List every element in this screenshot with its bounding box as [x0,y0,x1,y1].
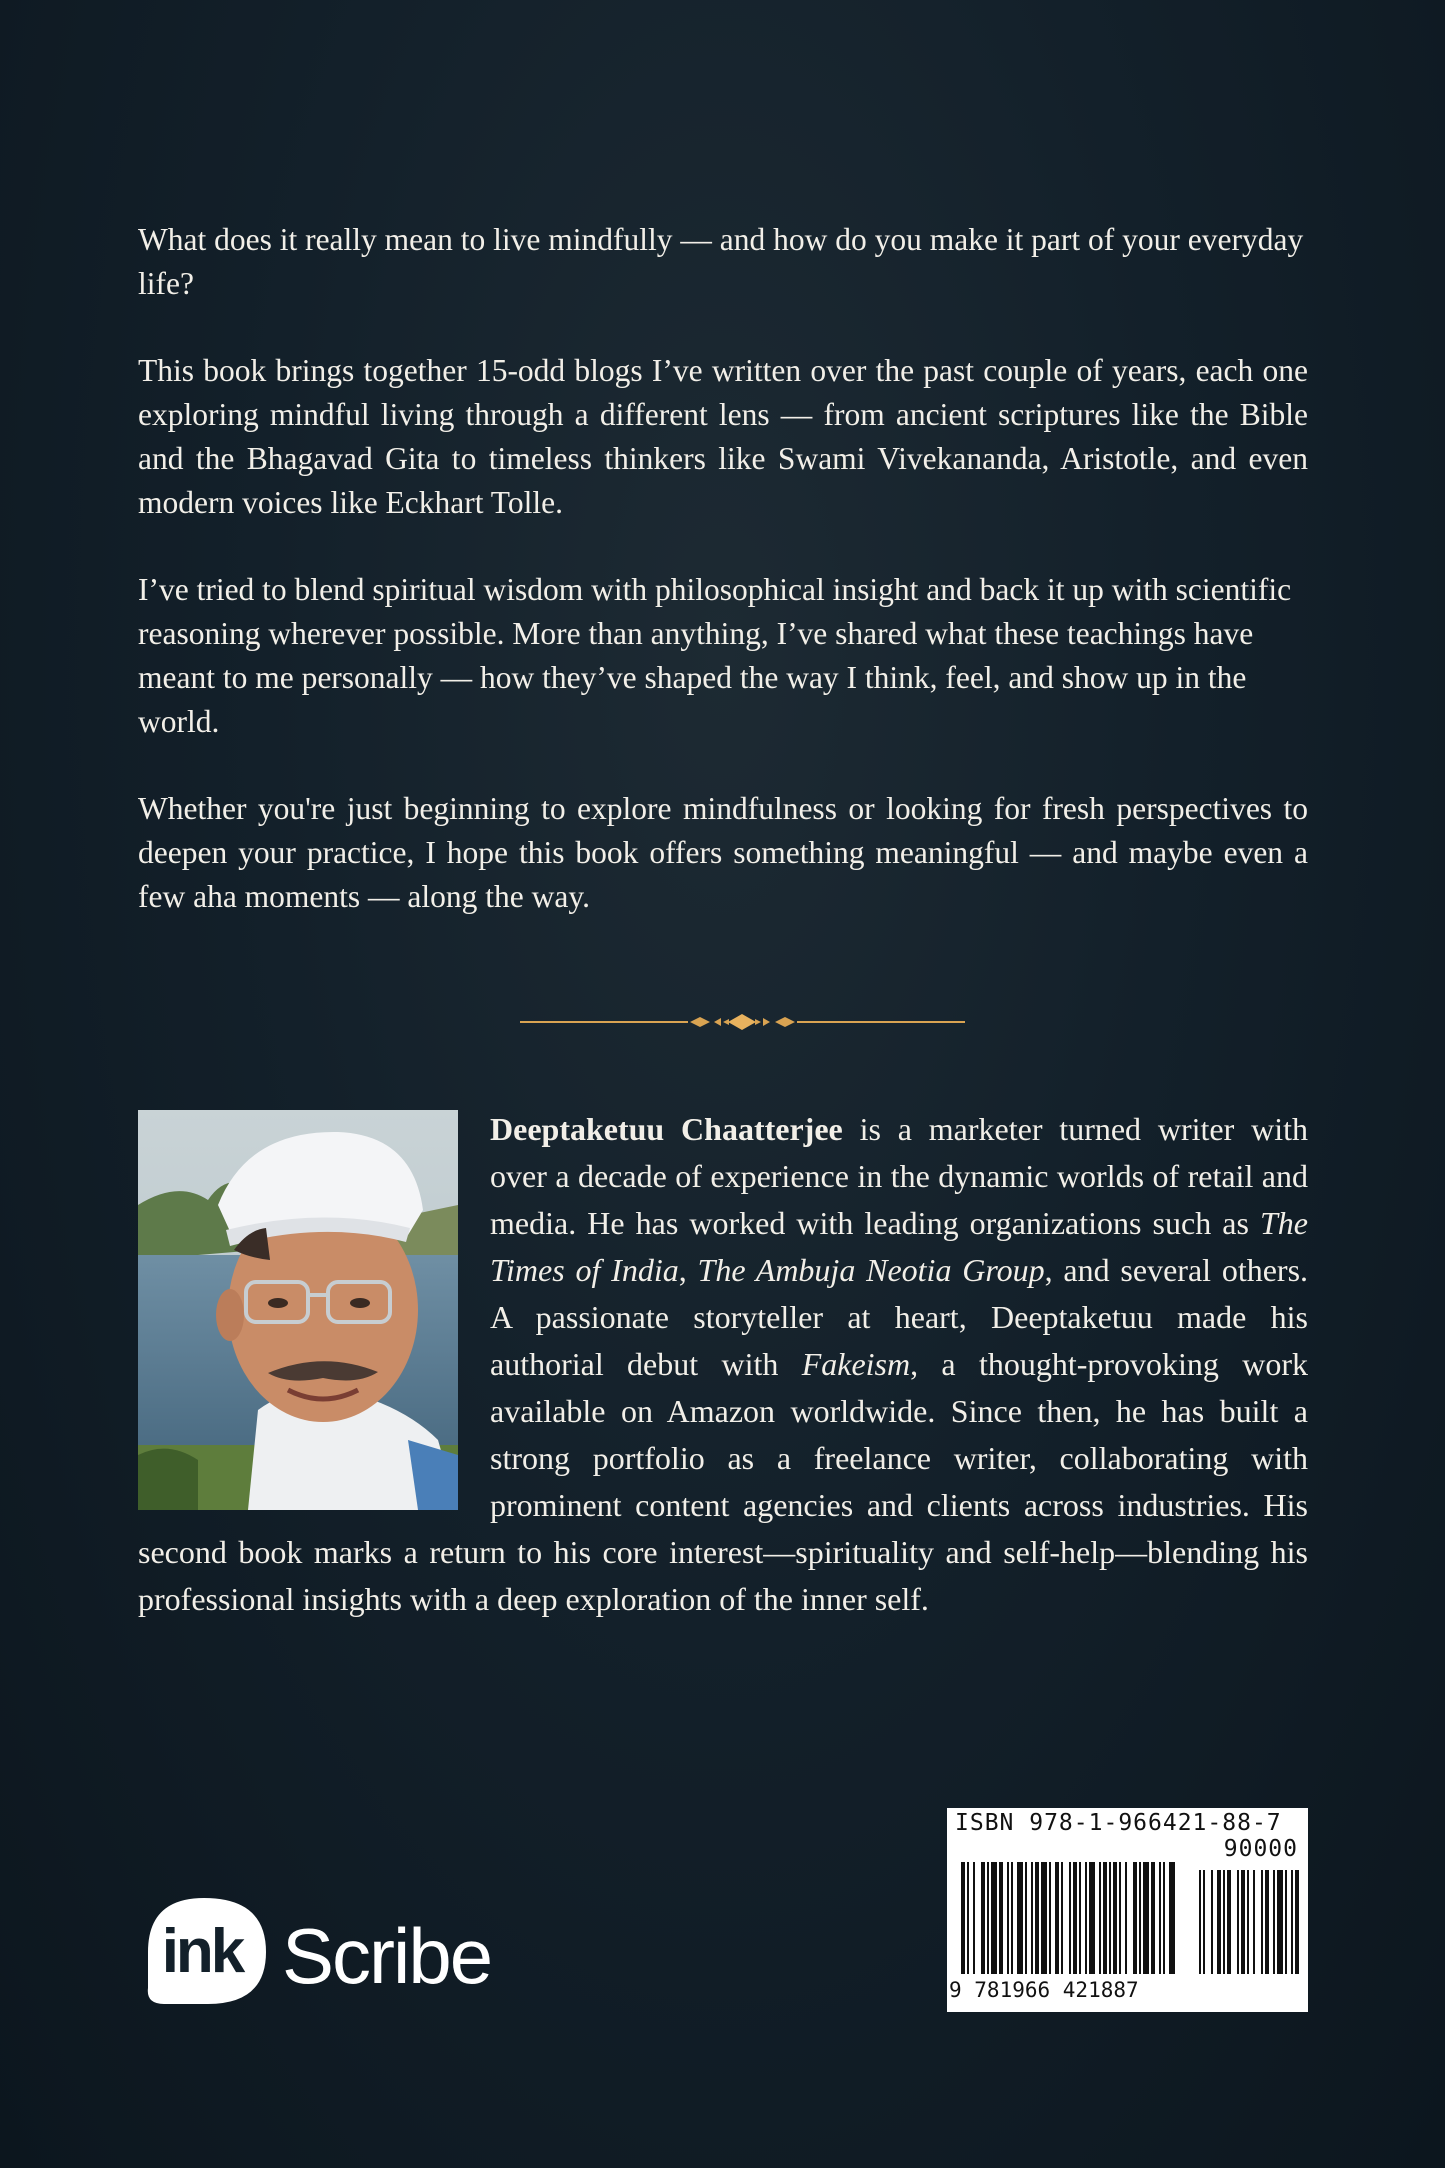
author-bio [138,1106,1308,1623]
inkscribe-logo [138,1892,518,2022]
isbn-number: ISBN 978-1-966421-88-7 [955,1810,1282,1836]
organization-name: The Times of India [490,1205,1308,1288]
blurb-paragraph: What does it really mean to live mindfully — and how do you make it part of your everyday life? [138,222,1304,301]
bio-text: is a marketer turned writer with over a decade of experience in the dynamic worlds of retail and media. He has worked with leading organizations such as [490,1111,1308,1241]
price-code: 90000 [1223,1836,1298,1862]
book-title: Fakeism [801,1346,911,1382]
organization-name: The Ambuja Neotia Group [697,1252,1045,1288]
blurb-paragraph: Whether you're just beginning to explore mindfulness or looking for fresh perspectives to deepen your practice, I hope this book offers something meaningful — and maybe even a few aha moments — along the way. [138,791,1308,914]
barcode-bars-icon [947,1862,1308,1980]
photo-wrap-spacer [138,1106,490,1526]
ornament-divider-icon [520,1010,965,1034]
bio-text: , a thought-provoking work available on Amazon worldwide. Since then, he has built a strong portfolio as a freelance writer, collaborating with prominent content agencies and clients across industries. His second book marks a return to his core interest—spirituality and self-help—blending his professional insights with a deep exploration of the inner self. [138,1346,1309,1617]
author-name: Deeptaketuu Chaatterjee [490,1111,843,1147]
bio-text: , and several others. A passionate storyteller at heart, Deeptaketuu made his authorial debut with [490,1252,1309,1382]
publisher-badge: ink [161,1917,243,1986]
book-blurb [138,218,1308,962]
publisher-name: Scribe [282,1912,492,2000]
barcode-digits: 9 781966 421887 [949,1978,1139,2002]
blurb-paragraph: This book brings together 15-odd blogs I’ve written over the past couple of years, each one exploring mindful living through a different lens — from ancient scriptures like the Bible and the Bhagavad Gita to timeless thinkers like Swami Vivekananda, Aristotle, and even modern voices like Eckhart Tolle. [138,353,1308,520]
bio-text: , [678,1252,698,1288]
isbn-barcode [947,1808,1308,2012]
blurb-paragraph: I’ve tried to blend spiritual wisdom with philosophical insight and back it up with scientific reasoning wherever possible. More than anything, I’ve shared what these teachings have meant to me personally — how they’ve shaped the way I think, feel, and show up in the world. [138,572,1292,739]
